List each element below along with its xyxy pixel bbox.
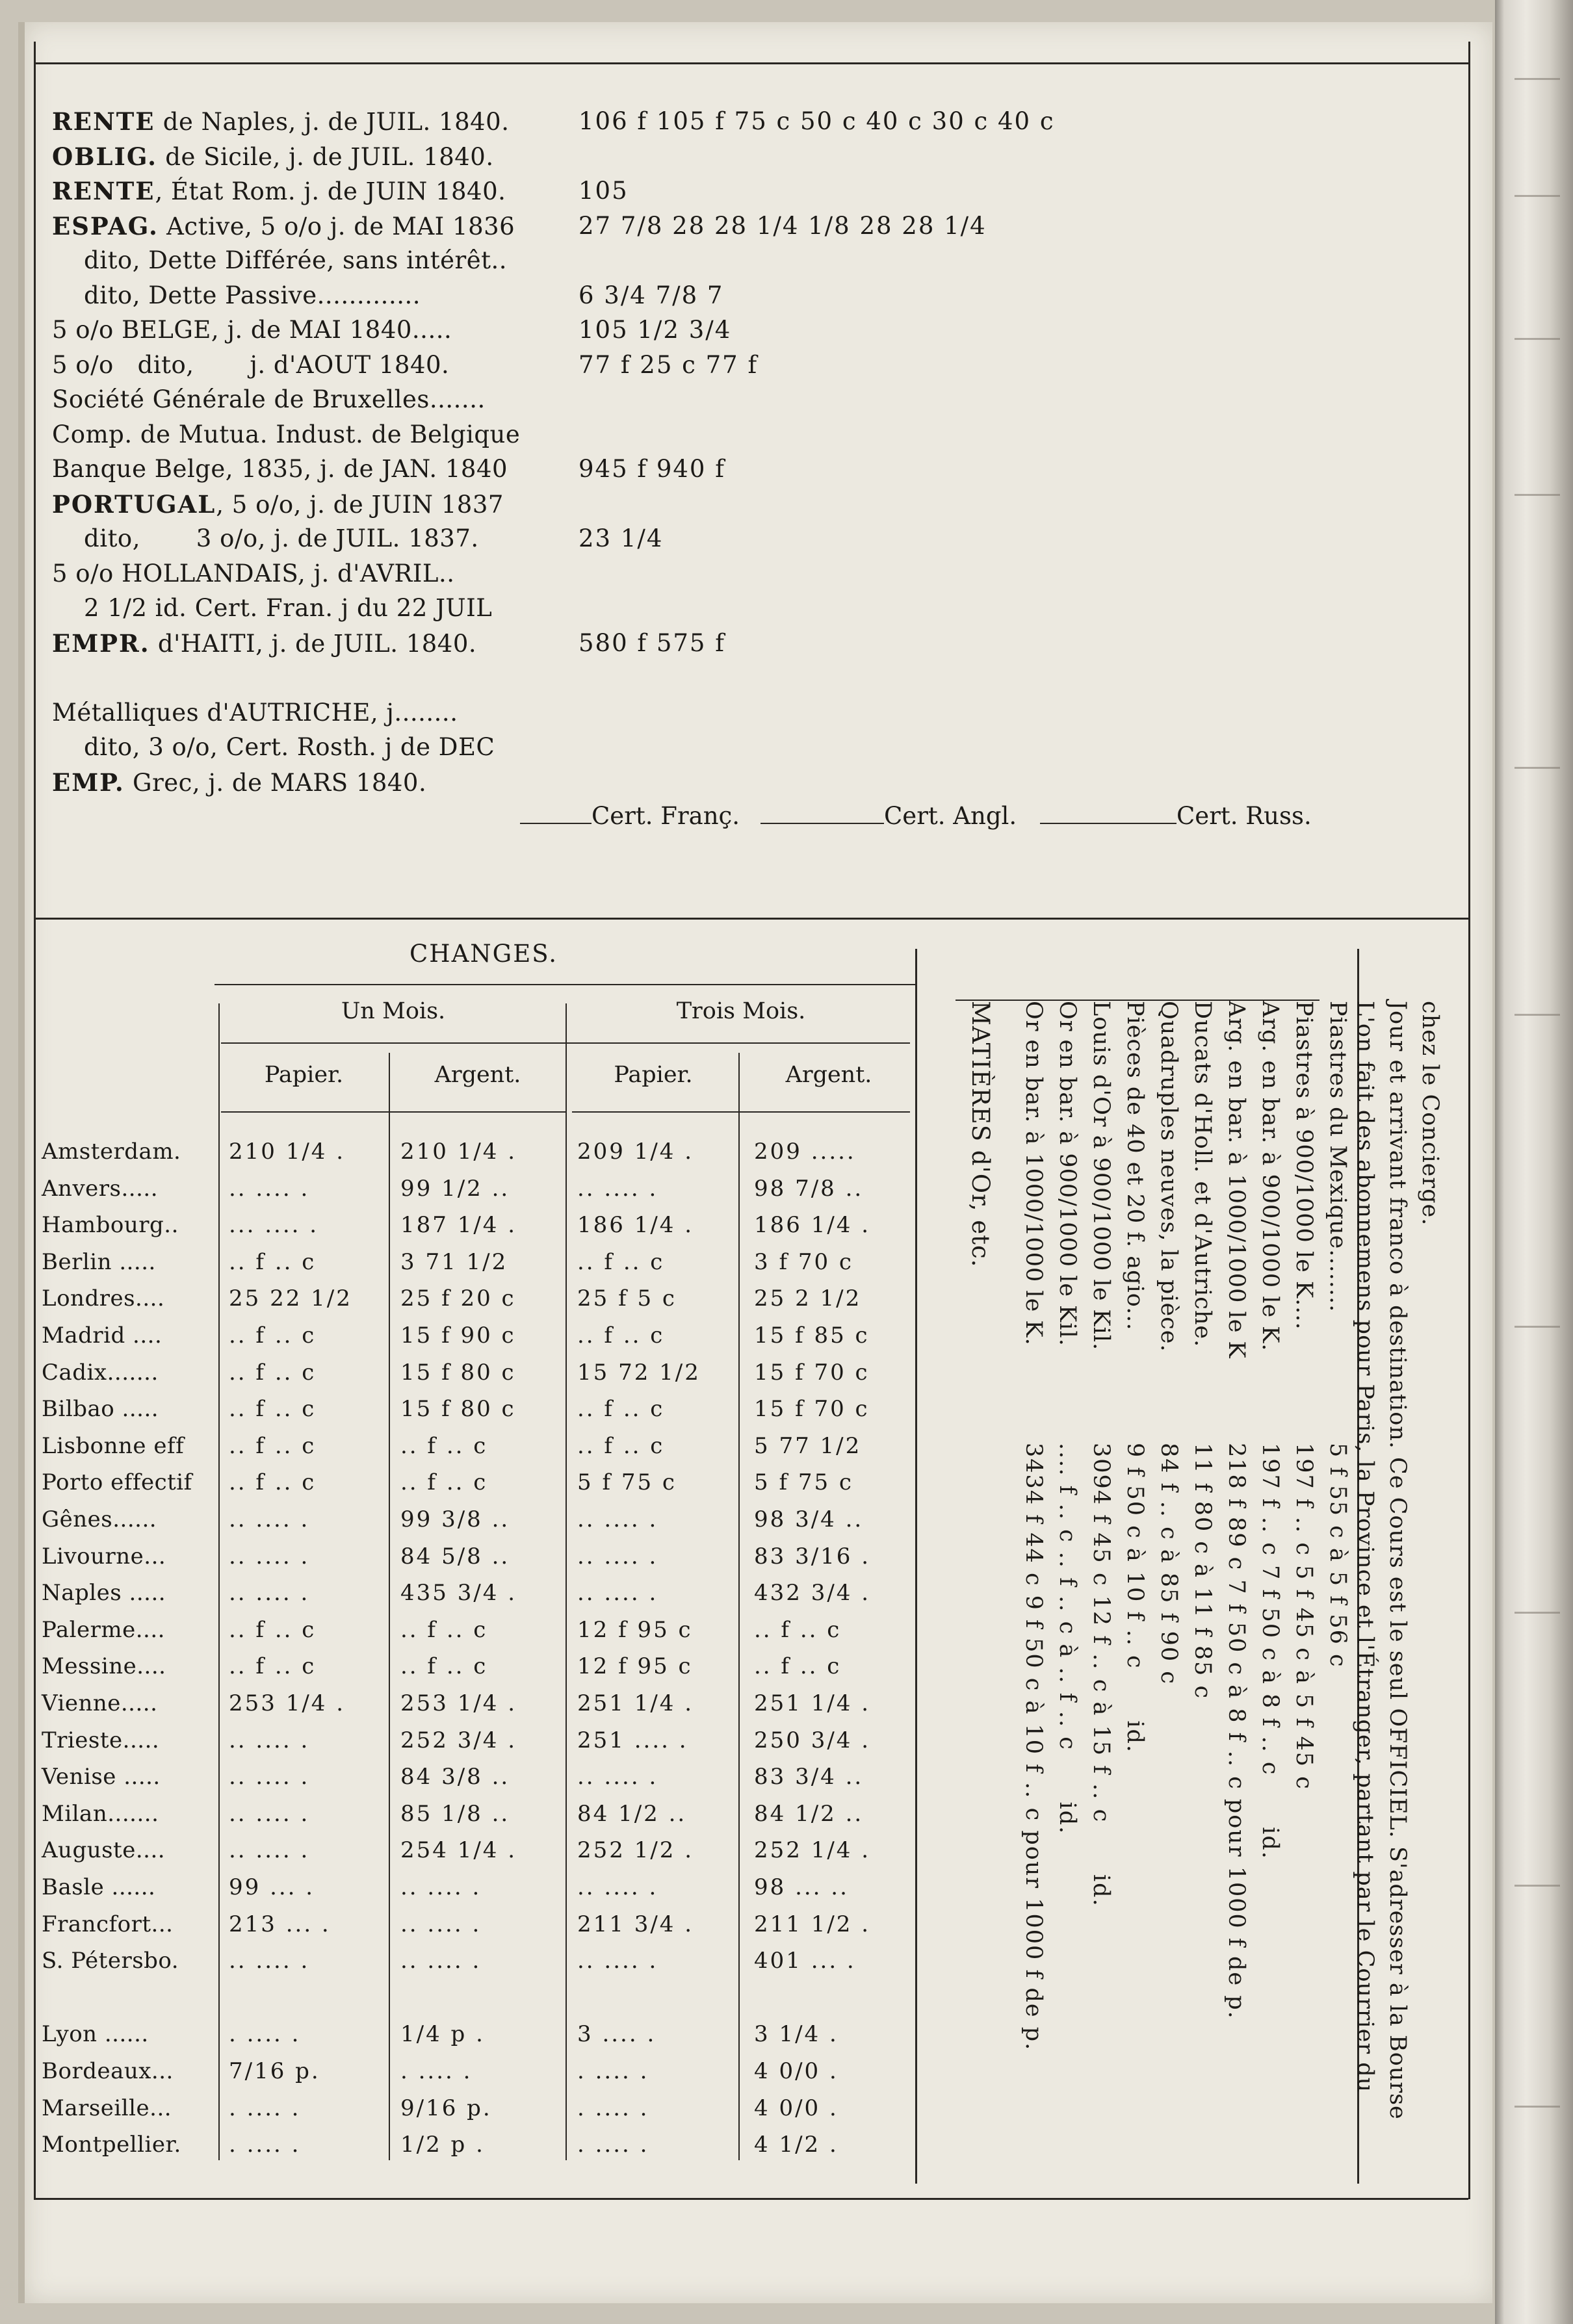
quote-name-bold: ESPAG. [52,211,159,240]
city-name: Amsterdam. [42,1139,181,1165]
changes-title: CHANGES. [410,940,558,968]
quote-name-bold: EMPR. [52,628,150,658]
rate-cell-c4: 4 0/0 . [754,2095,838,2121]
city-name: Porto effectif [42,1469,192,1496]
city-name: Bordeaux... [42,2058,174,2084]
quote-name-rest: 5 o/o dito, j. d'AOUT 1840. [52,350,450,379]
quote-name [52,279,421,312]
rate-cell-c1: .. .... . [229,1580,310,1607]
matiere-label: Ducats d'Holl. et d'Autriche. [1190,1001,1216,1348]
rate-cell-c3: 5 f 75 c [577,1469,677,1496]
rate-cell-c1: .. f .. c [229,1396,317,1423]
rate-cell-c2: 25 f 20 c [400,1285,516,1312]
city-name: Palerme.... [42,1616,165,1643]
rate-cell-c1: .. .... . [229,1543,310,1569]
quote-value: 106 f 105 f 75 c 50 c 40 c 30 c 40 c [578,107,1055,135]
rate-cell-c2: 9/16 p. [400,2095,492,2121]
quote-name-rest: de Naples, j. de JUIL. 1840. [155,108,510,136]
quote-name [52,731,495,764]
matiere-label: Arg. en bar. à 1000/1000 le K [1223,1001,1249,1359]
rate-cell-c1: .. f .. c [229,1469,317,1496]
subscription-note-line-1: L'on fait des abonnemens pour Paris, la Province et l'Étranger, partant par le Courrier du [1352,1001,1378,2093]
rate-cell-c3: .. .... . [577,1506,658,1532]
rate-cell-c2: 84 5/8 .. [400,1543,510,1569]
rate-cell-c2: 15 f 80 c [400,1396,516,1423]
quote-name [52,140,494,174]
city-name: Venise ..... [42,1764,161,1790]
quote-value: 105 [578,177,629,205]
quote-value: 945 f 940 f [578,455,725,483]
city-name: S. Pétersbo. [42,1948,179,1974]
quote-name [52,244,507,277]
rate-cell-c4: 211 1/2 . [754,1911,871,1937]
quote-name-rest: Comp. de Mutua. Indust. de Belgique [52,420,521,448]
rate-cell-c1: 99 ... . [229,1874,315,1900]
rate-cell-c2: .. f .. c [400,1432,488,1459]
city-name: Lisbonne eff [42,1432,185,1459]
city-name: Vienne..... [42,1690,158,1716]
rate-cell-c1: 213 ... . [229,1911,331,1937]
rate-cell-c3: .. .... . [577,1948,658,1974]
matiere-label: Or en bar. à 900/1000 le Kil. [1054,1001,1080,1347]
rate-cell-c3: 211 3/4 . [577,1911,694,1937]
matieres-title [967,1001,994,1267]
rate-cell-c4: 3 f 70 c [754,1248,853,1275]
quote-name [52,592,492,625]
quote-name [52,175,506,208]
rate-cell-c4: 4 1/2 . [754,2132,838,2158]
col-divider-4 [738,1053,740,2160]
quote-name [52,453,508,485]
rate-cell-c3: 12 f 95 c [577,1653,693,1680]
col-divider-2 [389,1053,390,2160]
rate-cell-c3: .. f .. c [577,1323,665,1349]
rate-cell-c3: . .... . [577,2095,649,2121]
quote-name [52,314,452,346]
rate-cell-c3: .. .... . [577,1874,658,1900]
quote-name-rest: Banque Belge, 1835, j. de JAN. 1840 [52,455,508,483]
rate-cell-c3: .. .... . [577,1764,658,1790]
rate-cell-c1: 210 1/4 . [229,1139,346,1165]
rate-cell-c1: .. f .. c [229,1653,317,1680]
matiere-value: 5 f 55 c à 5 f 56 c [1325,1443,1351,1668]
header-papier-1: Papier. [264,1062,344,1088]
rate-cell-c2: 1/4 p . [400,2021,485,2048]
cert-russ: Cert. Russ. [1040,802,1312,830]
rate-cell-c2: 253 1/4 . [400,1690,517,1716]
rate-cell-c2: .. f .. c [400,1653,488,1680]
city-name: Auguste.... [42,1837,166,1864]
rate-cell-c2: .. f .. c [400,1616,488,1643]
top-rule [34,62,1468,64]
cert-angl: Cert. Angl. [760,802,1017,830]
header-argent-1: Argent. [434,1062,521,1088]
quote-name-rest: dito, Dette Passive............. [52,281,421,309]
matiere-label: Arg. en bar. à 900/1000 le K. [1257,1001,1283,1352]
quote-name-bold: RENTE [52,177,155,205]
rate-cell-c1: .. f .. c [229,1616,317,1643]
city-name: Trieste..... [42,1727,160,1753]
rate-cell-c4: 83 3/16 . [754,1543,871,1569]
city-name: Marseille... [42,2095,172,2121]
city-name: Bilbao ..... [42,1396,159,1423]
rate-cell-c4: 25 2 1/2 [754,1285,862,1312]
rate-cell-c4: 251 1/4 . [754,1690,871,1716]
rate-cell-c4: 15 f 70 c [754,1359,870,1386]
rate-cell-c4: 186 1/4 . [754,1212,871,1239]
rate-cell-c4: 209 ..... [754,1139,856,1165]
matieres-title-text: MATIÈRES d'Or, etc. [967,1001,994,1268]
quote-name-rest: 5 o/o HOLLANDAIS, j. d'AVRIL.. [52,559,455,587]
rate-cell-c2: . .... . [400,2058,473,2084]
rate-cell-c4: 5 77 1/2 [754,1432,862,1459]
rate-cell-c2: 1/2 p . [400,2132,485,2158]
rate-cell-c3: .. .... . [577,1543,658,1569]
header-papier-2: Papier. [614,1062,693,1088]
quote-name [52,105,509,138]
rate-cell-c4: 98 ... .. [754,1874,849,1900]
rate-cell-c2: 15 f 80 c [400,1359,516,1386]
rate-cell-c1: .. .... . [229,1837,310,1864]
rate-cell-c4: 98 7/8 .. [754,1175,864,1202]
rate-cell-c1: .. .... . [229,1175,310,1202]
adjacent-page-edge [1495,0,1573,2324]
matiere-value: 3434 f 44 c 9 f 50 c à 10 f .. c pour 1000 f de p. [1020,1443,1046,2052]
quote-name-rest: 5 o/o BELGE, j. de MAI 1840..... [52,316,452,344]
city-name: Berlin ..... [42,1248,156,1275]
rate-cell-c3: 3 .... . [577,2021,656,2048]
city-name: Anvers..... [42,1175,159,1202]
rate-cell-c1: .. .... . [229,1948,310,1974]
rate-cell-c3: .. .... . [577,1175,658,1202]
rate-cell-c2: 99 3/8 .. [400,1506,510,1532]
matiere-value: 197 f .. c 7 f 50 c à 8 f .. c id. [1257,1443,1283,1860]
rate-cell-c1: 7/16 p. [229,2058,320,2084]
rate-cell-c3: 15 72 1/2 [577,1359,701,1386]
matieres-block [949,1001,1443,2164]
quote-value: 23 1/4 [578,524,664,552]
rate-cell-c4: .. f .. c [754,1616,842,1643]
rate-cell-c4: 3 1/4 . [754,2021,838,2048]
matiere-value: .... f .. c .. f .. c à .. f .. c id. [1054,1443,1080,1835]
rate-cell-c1: ... .... . [229,1212,319,1239]
rate-cell-c2: .. f .. c [400,1469,488,1496]
quote-name-rest: , 5 o/o, j. de JUIN 1837 [216,490,504,519]
quote-name-rest: Grec, j. de MARS 1840. [124,768,427,797]
rate-cell-c2: 99 1/2 .. [400,1175,510,1202]
quote-name-bold: RENTE [52,107,155,136]
rate-cell-c2: 435 3/4 . [400,1580,517,1607]
rate-cell-c3: 251 .... . [577,1727,688,1753]
quote-value: 27 7/8 28 28 1/4 1/8 28 28 1/4 [578,211,987,240]
matiere-value: 11 f 80 c à 11 f 85 c [1190,1443,1216,1700]
quote-name-bold: EMP. [52,768,125,797]
rate-cell-c4: .. f .. c [754,1653,842,1680]
col-rule-b [572,1111,910,1113]
rate-cell-c3: .. f .. c [577,1396,665,1423]
rate-cell-c2: 3 71 1/2 [400,1248,508,1275]
rate-cell-c4: 252 1/4 . [754,1837,871,1864]
rate-cell-c1: . .... . [229,2095,301,2121]
rate-cell-c3: 186 1/4 . [577,1212,694,1239]
rate-cell-c3: .. f .. c [577,1248,665,1275]
header-trois-mois: Trois Mois. [676,998,806,1024]
matiere-label: Piastres à 900/1000 le K.... [1291,1001,1317,1330]
rate-cell-c2: 210 1/4 . [400,1139,517,1165]
matiere-label: Pièces de 40 et 20 f. agio... [1122,1001,1148,1331]
matiere-label: Or en bar. à 1000/1000 le K. [1020,1001,1046,1346]
rate-cell-c3: . .... . [577,2058,649,2084]
city-name: Montpellier. [42,2132,181,2158]
rate-cell-c1: 25 22 1/2 [229,1285,352,1312]
rate-cell-c2: .. .... . [400,1874,482,1900]
rate-cell-c1: .. .... . [229,1764,310,1790]
matiere-label: Louis d'Or à 900/1000 le Kil. [1088,1001,1114,1351]
rate-cell-c4: 84 1/2 .. [754,1800,864,1827]
rate-cell-c2: 15 f 90 c [400,1323,516,1349]
quote-name-rest: Métalliques d'AUTRICHE, j........ [52,698,458,727]
section-divider [34,918,1468,920]
quote-name [52,523,479,555]
city-name: Londres.... [42,1285,165,1312]
quote-name-rest: d'HAITI, j. de JUIL. 1840. [150,629,477,658]
rate-cell-c1: 253 1/4 . [229,1690,346,1716]
rate-cell-c3: .. .... . [577,1580,658,1607]
matiere-value: 3094 f 45 c 12 f .. c à 15 f .. c id. [1088,1443,1114,1907]
city-name: Gênes...... [42,1506,157,1532]
city-name: Livourne... [42,1543,166,1569]
city-name: Milan....... [42,1800,159,1827]
city-name: Naples ..... [42,1580,166,1607]
quote-name [52,383,486,416]
quote-name-bold: OBLIG. [52,142,157,171]
quote-value: 6 3/4 7/8 7 [578,281,724,309]
rate-cell-c3: 25 f 5 c [577,1285,677,1312]
rate-cell-c2: 84 3/8 .. [400,1764,510,1790]
quote-name [52,766,426,799]
rate-cell-c3: 12 f 95 c [577,1616,693,1643]
changes-header-rule [214,984,916,985]
rate-cell-c4: 250 3/4 . [754,1727,871,1753]
rate-cell-c4: 401 ... . [754,1948,856,1974]
rate-cell-c3: 252 1/2 . [577,1837,694,1864]
rate-cell-c3: .. f .. c [577,1432,665,1459]
rate-cell-c2: 254 1/4 . [400,1837,517,1864]
rate-cell-c3: . .... . [577,2132,649,2158]
quote-name-rest: dito, 3 o/o, Cert. Rosth. j de DEC [52,733,495,761]
city-name: Madrid .... [42,1323,162,1349]
quote-name-rest: de Sicile, j. de JUIL. 1840. [157,142,494,171]
matiere-value: 197 f .. c 5 f 45 c à 5 f 45 c [1291,1443,1317,1790]
rate-cell-c2: .. .... . [400,1948,482,1974]
quote-name-rest: 2 1/2 id. Cert. Fran. j du 22 JUIL [52,594,493,622]
rate-cell-c1: .. .... . [229,1506,310,1532]
quote-name [52,210,515,243]
quote-name-rest: dito, Dette Différée, sans intérêt.. [52,246,508,274]
cert-franc: Cert. Franç. [520,802,740,830]
quote-value: 77 f 25 c 77 f [578,350,759,379]
header-argent-2: Argent. [785,1062,872,1088]
changes-matieres-divider [915,949,917,2184]
quote-name-bold: PORTUGAL [52,489,216,519]
rate-cell-c1: .. .... . [229,1800,310,1827]
rate-cell-c1: . .... . [229,2132,301,2158]
rate-cell-c1: . .... . [229,2021,301,2048]
quote-name-rest: Active, 5 o/o j. de MAI 1836 [158,212,515,240]
rate-cell-c1: .. f .. c [229,1323,317,1349]
quote-name [52,419,520,451]
quote-name-rest: , État Rom. j. de JUIN 1840. [155,177,506,205]
col-divider-1 [218,1003,220,2160]
city-name: Messine.... [42,1653,166,1680]
col-rule-a [221,1111,566,1113]
city-name: Lyon ...... [42,2021,149,2048]
rate-cell-c3: 84 1/2 .. [577,1800,687,1827]
matiere-label: Quadruples neuves, la pièce. [1156,1001,1182,1352]
rate-cell-c2: 187 1/4 . [400,1212,517,1239]
rate-cell-c3: 209 1/4 . [577,1139,694,1165]
rate-cell-c4: 5 f 75 c [754,1469,853,1496]
quote-name-rest: dito, 3 o/o, j. de JUIL. 1837. [52,524,479,552]
quote-name [52,558,454,590]
quote-name [52,627,476,660]
quote-name-rest: Société Générale de Bruxelles....... [52,385,486,413]
rate-cell-c4: 4 0/0 . [754,2058,838,2084]
city-name: Hambourg.. [42,1212,179,1239]
subscription-note-line-2: Jour et arrivant franco à destination. Ce Cours est le seul OFFICIEL. S'adresser à la Bourse [1384,1001,1410,2120]
rate-cell-c4: 83 3/4 .. [754,1764,864,1790]
rate-cell-c2: 252 3/4 . [400,1727,517,1753]
matiere-value: 218 f 89 c 7 f 50 c à 8 f .. c pour 1000 f de p. [1223,1443,1249,2020]
rate-cell-c3: 251 1/4 . [577,1690,694,1716]
matiere-value: 84 f .. c à 85 f 90 c [1156,1443,1182,1685]
quote-name [52,697,458,729]
city-name: Cadix....... [42,1359,159,1386]
col-divider-3 [566,1003,567,2160]
rate-cell-c4: 15 f 85 c [754,1323,870,1349]
rate-cell-c2: 85 1/8 .. [400,1800,510,1827]
quote-value: 105 1/2 3/4 [578,316,732,344]
matiere-label: Piastres du Mexique........ [1325,1001,1351,1313]
quote-name [52,488,504,521]
header-un-mois: Un Mois. [341,998,446,1024]
city-name: Francfort... [42,1911,174,1937]
rate-cell-c4: 15 f 70 c [754,1396,870,1423]
rate-cell-c4: 432 3/4 . [754,1580,871,1607]
quote-value: 580 f 575 f [578,628,725,657]
rate-cell-c1: .. f .. c [229,1432,317,1459]
rate-cell-c2: .. .... . [400,1911,482,1937]
quote-name [52,349,449,381]
bottom-rule [34,2198,1468,2200]
matiere-value: 9 f 50 c à 10 f .. c id. [1122,1443,1148,1754]
subscription-note-line-3: chez le Concierge. [1417,1001,1443,1226]
city-name: Basle ...... [42,1874,156,1900]
rate-cell-c4: 98 3/4 .. [754,1506,864,1532]
rate-cell-c1: .. f .. c [229,1359,317,1386]
rate-cell-c1: .. .... . [229,1727,310,1753]
rate-cell-c1: .. f .. c [229,1248,317,1275]
